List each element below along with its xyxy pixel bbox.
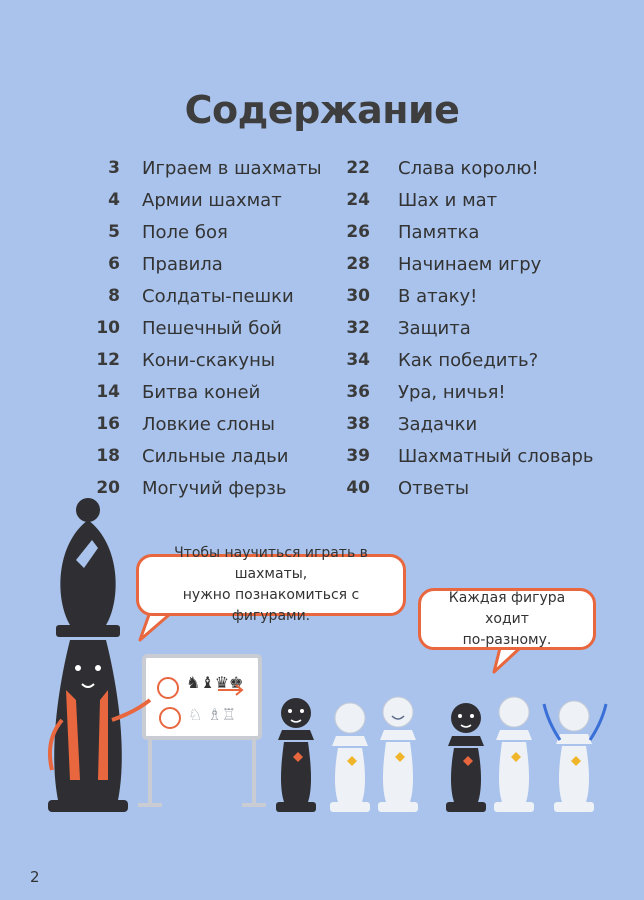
toc-title: Шах и мат	[398, 189, 498, 211]
toc-page-number: 4	[108, 190, 120, 210]
toc-title: Ловкие слоны	[142, 413, 275, 435]
toc-page-number: 3	[108, 158, 120, 178]
svg-text:♞♝♛♚: ♞♝♛♚	[186, 673, 244, 692]
svg-text:♘ ♗♖: ♘ ♗♖	[188, 705, 237, 724]
toc-title: Ура, ничья!	[398, 381, 506, 403]
toc-page-number: 14	[96, 382, 120, 402]
right-bubble-tail	[494, 648, 520, 672]
toc-page-number: 16	[96, 414, 120, 434]
toc-page-number: 6	[108, 254, 120, 274]
toc-item	[330, 184, 620, 216]
toc-title: Ответы	[398, 477, 470, 499]
toc-item	[330, 248, 620, 280]
black-pawn-left	[276, 698, 316, 812]
toc-left-column	[80, 152, 330, 504]
toc-page-number: 8	[108, 286, 120, 306]
black-pawn-right	[446, 703, 486, 812]
speech-bubble-right	[418, 588, 596, 650]
toc-title: Поле боя	[142, 221, 228, 243]
toc-page-number: 24	[346, 190, 370, 210]
toc-item	[80, 440, 330, 472]
page-title: Содержание	[184, 88, 460, 132]
toc-item	[330, 408, 620, 440]
toc-title: Кони-скакуны	[142, 349, 276, 371]
toc-title: Защита	[398, 317, 471, 339]
toc-page-number: 32	[346, 318, 370, 338]
toc-item	[80, 216, 330, 248]
toc-title: Начинаем игру	[398, 253, 542, 275]
toc-item	[330, 216, 620, 248]
toc-item	[330, 152, 620, 184]
toc-page-number: 12	[96, 350, 120, 370]
toc-title: Пешечный бой	[142, 317, 283, 339]
white-pawns-left	[330, 697, 418, 812]
whiteboard	[138, 656, 266, 805]
toc-page-number: 26	[346, 222, 370, 242]
toc-title: Слава королю!	[398, 157, 539, 179]
toc-title: Задачки	[398, 413, 478, 435]
toc-item	[330, 440, 620, 472]
toc-page-number: 30	[346, 286, 370, 306]
toc-title: Армии шахмат	[142, 189, 282, 211]
white-pawns-right	[494, 697, 606, 812]
toc-item	[80, 248, 330, 280]
toc-item	[330, 376, 620, 408]
toc-title: Шахматный словарь	[398, 445, 594, 467]
toc-item	[80, 184, 330, 216]
toc-item	[330, 472, 620, 504]
toc-item	[80, 280, 330, 312]
toc-title: Правила	[142, 253, 223, 275]
toc-item	[80, 408, 330, 440]
toc-page-number: 36	[346, 382, 370, 402]
toc-title: Могучий ферзь	[142, 477, 287, 499]
toc-page-number: 28	[346, 254, 370, 274]
toc-item	[330, 280, 620, 312]
toc-item	[80, 376, 330, 408]
bishop-teacher	[48, 498, 150, 812]
toc-page-number: 22	[346, 158, 370, 178]
toc-item	[330, 312, 620, 344]
toc-item	[330, 344, 620, 376]
toc-item	[80, 312, 330, 344]
toc-title: Играем в шахматы	[142, 157, 322, 179]
toc-right-column	[330, 152, 620, 504]
toc-page-number: 20	[96, 478, 120, 498]
toc-page-number: 18	[96, 446, 120, 466]
toc-page-number: 5	[108, 222, 120, 242]
speech-bubble-right-text: Каждая фигура ходит по-разному.	[448, 589, 566, 648]
toc-title: Солдаты-пешки	[142, 285, 294, 307]
toc-page-number: 39	[346, 446, 370, 466]
toc-title: Памятка	[398, 221, 480, 243]
toc-title: Как победить?	[398, 349, 539, 371]
speech-bubble-left-text: Чтобы научиться играть в шахматы, нужно познакомиться с фигурами.	[174, 545, 368, 624]
toc-title: Сильные ладьи	[142, 445, 289, 467]
toc-page-number: 40	[346, 478, 370, 498]
toc-page-number: 38	[346, 414, 370, 434]
toc-title: Битва коней	[142, 381, 261, 403]
page-number: 2	[30, 868, 40, 886]
toc-page-number: 34	[346, 350, 370, 370]
toc-item	[80, 152, 330, 184]
toc-item	[80, 472, 330, 504]
toc-item	[80, 344, 330, 376]
speech-bubble-left	[136, 545, 406, 624]
toc-title: В атаку!	[398, 285, 478, 307]
toc-page-number: 10	[96, 318, 120, 338]
